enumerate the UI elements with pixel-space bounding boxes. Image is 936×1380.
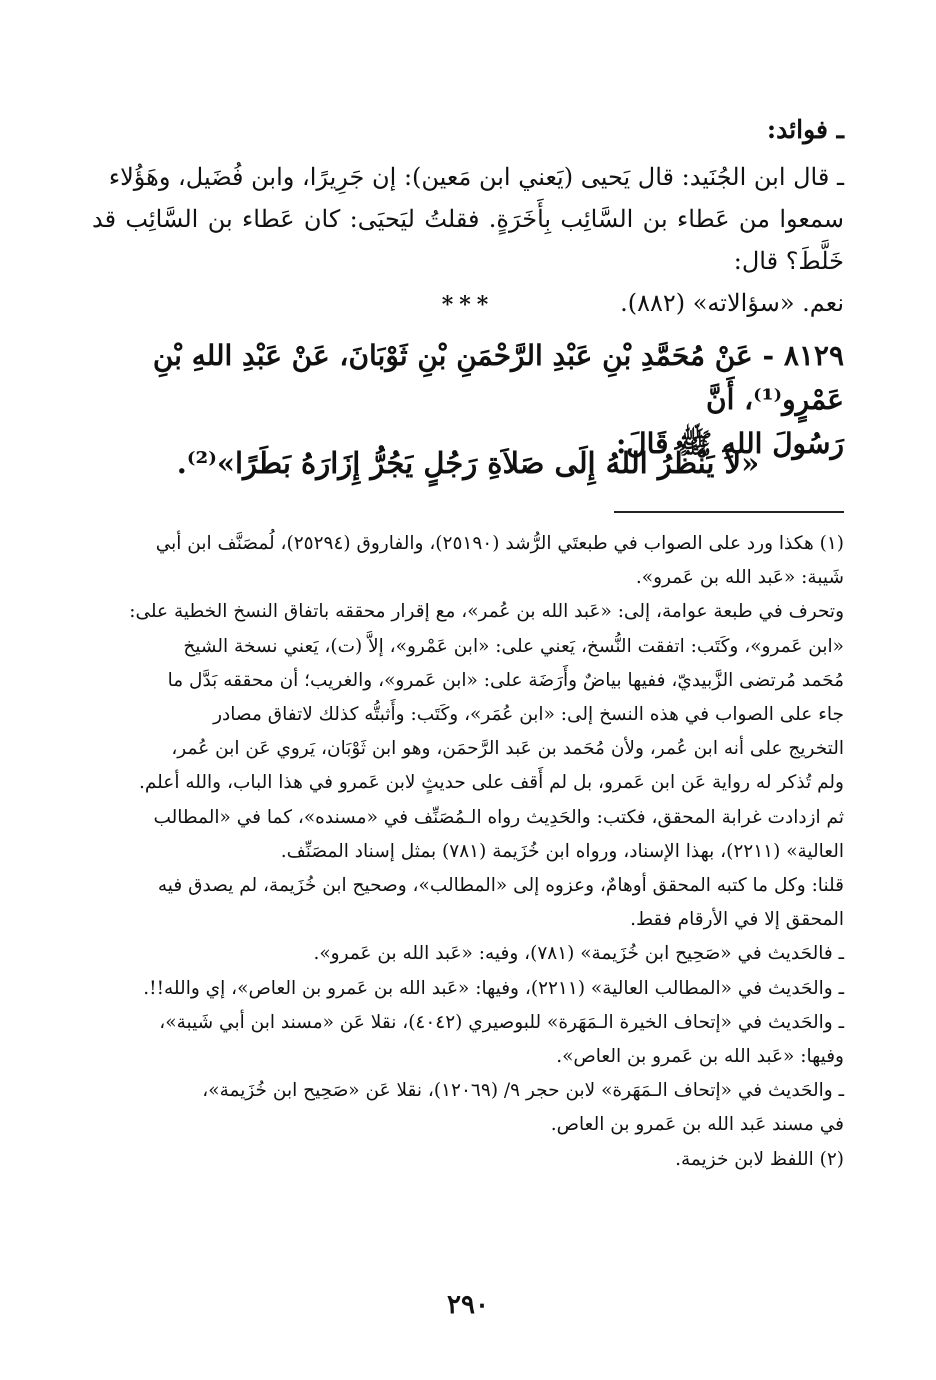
hadith-quote: «لاَ يَنْظُرُ اللهُ إِلَى صَلاَةِ رَجُلٍ يَجُرُّ إِزَارَهُ بَطَرًا»⁽²⁾.: [176, 446, 760, 480]
footnote-separator: [614, 511, 844, 513]
footnote-line: وتحرف في طبعة عوامة، إلى: «عَبد الله بن عُمر»، مع إقرار محققه باتفاق النسخ الخطية على:: [129, 601, 844, 623]
benefit-line: نعم. «سؤالاته» (٨٨٢).: [620, 289, 844, 317]
section-heading: ـ فوائد:: [766, 115, 844, 144]
footnote-line: ولم تُذكر له رواية عَن ابن عَمرو، بل لم أَقف على حديثٍ لابن عَمرو في هذا الباب، والله أعلم.: [138, 772, 844, 794]
footnote-line: العالية» (٢٢١١)، بهذا الإسناد، ورواه ابن خُزَيمة (٧٨١) بمثل إسناد المصَنِّف.: [280, 840, 844, 862]
footnote-line: ـ فالحَديث في «صَحِيح ابن خُزَيمة» (٧٨١)، وفيه: «عَبد الله بن عَمرو».: [313, 943, 844, 965]
footnote-line: شَيبة: «عَبد الله بن عَمرو».: [635, 567, 844, 589]
benefit-line: سمعوا من عَطاء بن السَّائِب بِأَخَرَةٍ. فقلتُ ليَحيَى: كان عَطاء بن السَّائِب قد خَلَّطَ؟ قال:: [92, 205, 844, 275]
footnotes: [92, 527, 844, 1177]
footnote-line: ثم ازدادت غرابة المحقق، فكتب: والحَدِيث رواه الـمُصَنِّف في «مسنده»، كما في «المطالب: [153, 806, 844, 828]
hadith-line: رَسُولَ اللهِ ﷺ قَالَ:: [615, 427, 844, 460]
footnote-line: في مسند عَبد الله بن عَمرو بن العاص.: [550, 1114, 844, 1136]
hadith-line: ٨١٢٩ - عَنْ مُحَمَّدِ بْنِ عَبْدِ الرَّحْمَنِ بْنِ ثَوْبَانَ، عَنْ عَبْدِ اللهِ بْنِ عَمْرٍو⁽¹⁾، أَنَّ: [152, 339, 844, 416]
footnote-line: (١) هكذا ورد على الصواب في طبعتَي الرُّشد (٢٥١٩٠)، والفاروق (٢٥٢٩٤)، لُمصَنَّف ابن أبي: [155, 533, 844, 554]
footnote-line: وفيها: «عَبد الله بن عَمرو بن العاص».: [556, 1046, 844, 1068]
footnote-line: (٢) اللفظ لابن خزيمة.: [675, 1148, 844, 1170]
footnote-line: جاء على الصواب في هذه النسخ إلى: «ابن عُمَر»، وكَتَب: وأَثبتُّه كذلك لاتفاق مصادر: [213, 704, 844, 726]
book-page: [92, 0, 844, 1380]
benefit-line: ـ قال ابن الجُنَيد: قال يَحيى (يَعني ابن مَعين): إن جَرِيرًا، وابن فُضَيل، وهَؤُلاء: [108, 163, 844, 191]
footnote-line: ـ والحَديث في «المطالب العالية» (٢٢١١)، وفيها: «عَبد الله بن عَمرو بن العاص»، إي والله!!.: [143, 977, 844, 999]
footnote-line: التخريج على أنه ابن عُمر، ولأن مُحَمد بن عَبد الرَّحمَن، وهو ابن ثَوْبَان، يَروي عَن ابن عُمر،: [171, 738, 844, 760]
footnote-line: ـ والحَديث في «إتحاف الخيرة الـمَهَرة» للبوصيري (٤٠٤٢)، نقلا عَن «مسند ابن أبي شَيبة»،: [159, 1011, 844, 1033]
footnote-line: قلنا: وكل ما كتبه المحقق أوهامٌ، وعزوه إلى «المطالب»، وصحيح ابن خُزَيمة، لم يصدق فيه: [157, 875, 844, 897]
footnote-line: ـ والحَديث في «إتحاف الـمَهَرة» لابن حجر ٩/ (١٢٠٦٩)، نقلا عَن «صَحِيح ابن خُزَيمة»،: [202, 1080, 844, 1102]
footnote-line: المحقق إلا في الأرقام فقط.: [630, 909, 844, 931]
page-number: ٢٩٠: [447, 1290, 489, 1320]
footnote-line: مُحَمد مُرتضى الزَّبيديّ، ففيها بياضٌ وأَرَضَة على: «ابن عَمرو»، والغريب؛ أن محققه بَدَّل ما: [167, 669, 844, 691]
separator-stars: ***: [441, 292, 495, 318]
footnote-line: «ابن عَمرو»، وكَتَب: اتفقت النُّسخ، يَعني على: «ابن عَمْرو»، إلاَّ (ت)، يَعني نسخة الشيخ: [183, 635, 844, 657]
